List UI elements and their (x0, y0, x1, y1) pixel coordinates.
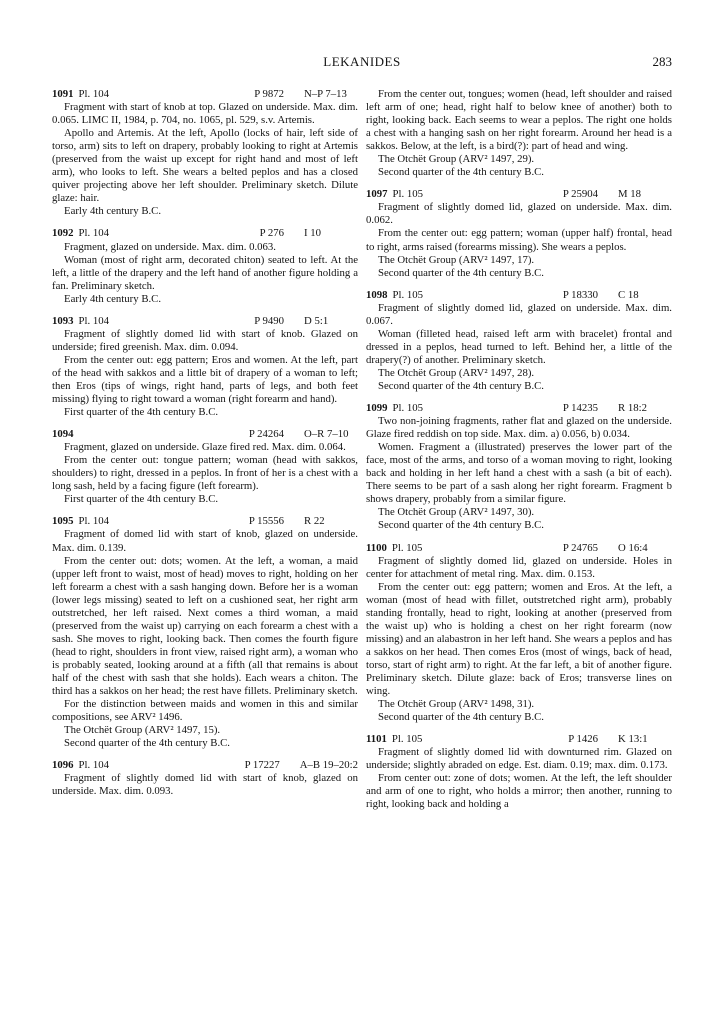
entry-attribution: The Otchët Group (ARV² 1497, 29). (378, 153, 535, 166)
inventory-number: P 18330 (562, 288, 598, 301)
entry-number: 1094 (52, 428, 74, 441)
grid-location: R 22 (304, 515, 325, 528)
entry-description: Fragment of domed lid with start of knob, glazed on underside. Max. dim. 0.139. (52, 528, 358, 554)
grid-location: C 18 (618, 288, 639, 301)
entry-description: From the center out: egg pattern; woman (upper half) frontal, head to right, arms raised (forearms missing). She wears a peplos. (366, 227, 672, 253)
entry-number: 1099 (366, 402, 388, 415)
entry-number: 1101 (366, 733, 387, 746)
inventory-number: P 24264 (248, 428, 284, 441)
entry-number: 1091 (52, 88, 74, 100)
entry-description: From the center out, tongues; women (head, left shoulder and raised left arm of one; head, right half to below knee of another) both to right, looking back. Each seems to wear a peplos. The right one holds a chest with a hanging sash on her right forearm. Around her head is a sakkos. Below, at the left, is a bird(?): part of head and wing. (366, 88, 672, 153)
entry-description: From center out: zone of dots; women. At the left, the left shoulder and arm of one to right, who holds a mirror; then another, running to right, looking back and holding a (366, 772, 672, 811)
grid-location: A–B 19–20:2 (299, 759, 358, 772)
entry-description: Fragment, glazed on underside. Max. dim. 0.063. (64, 240, 276, 253)
entry-description: From the center out: dots; women. At the left, a woman, a maid (upper left front to waist, most of head) moves to right, holding on her left forearm a chest with a sash hanging down. Before her is a woman (lower legs missing) seated to left on a cushioned seat, her right arm outstretched, her left raised. Next comes a third woman, a maid (preserved from the waist up) carrying on each forearm a chest with a sash. She moves to right, looking back. Then comes the fourth figure (head to right, shoulders in front view, raised right arm), a woman who is probably seated, looking around at a fifth (all that remains is about half of the chest with sash that she holds). Each wears a chiton. The third has a sakkos on her head; the rest have fillets. Preliminary sketch. (52, 554, 358, 698)
grid-location: O 16:4 (618, 541, 648, 554)
plate-ref: Pl. 104 (78, 759, 109, 772)
entry-description: Women. Fragment a (illustrated) preserves the lower part of the face, most of the arms, and torso of a woman moving to right, looking back and holding in her left hand a chest with a sash (a bit of each). There seems to be part of a sash along her right forearm. Fragment b shows drapery, probably from a similar figure. (366, 441, 672, 506)
inventory-number: P 1426 (568, 733, 598, 746)
plate-ref: Pl. 105 (392, 188, 423, 201)
inventory-number: P 15556 (248, 515, 284, 528)
entry-number: 1100 (366, 541, 387, 554)
entry-number: 1097 (366, 188, 388, 201)
entry-number: 1092 (52, 227, 74, 240)
inventory-number: P 9872 (254, 88, 284, 100)
entry-description: Woman (most of right arm, decorated chiton) seated to left. At the left, a little of the drapery and the left hand of another figure holding a fan. Preliminary sketch. (52, 253, 358, 292)
right-column (366, 88, 672, 811)
inventory-number: P 25904 (562, 188, 598, 201)
entry-heading-1092 (52, 227, 358, 240)
entry-attribution: The Otchët Group (ARV² 1497, 28). (378, 366, 535, 379)
inventory-number: P 17227 (244, 759, 280, 772)
grid-location: K 13:1 (618, 733, 648, 746)
page-number: 283 (652, 54, 672, 69)
page-title: LEKANIDES (323, 54, 401, 69)
entry-heading-1098 (366, 289, 672, 302)
entry-number: 1098 (366, 288, 388, 301)
entry-heading-1100 (366, 542, 672, 555)
entry-description: Fragment, glazed on underside. Glaze fired red. Max. dim. 0.064. (64, 441, 346, 454)
entry-heading-1096 (52, 759, 358, 772)
plate-ref: Pl. 105 (391, 733, 423, 746)
entry-attribution: The Otchët Group (ARV² 1498, 31). (378, 698, 535, 711)
entry-attribution: The Otchët Group (ARV² 1497, 15). (64, 724, 221, 737)
entry-date: Second quarter of the 4th century B.C. (378, 166, 544, 179)
entry-heading-1101 (366, 733, 672, 746)
grid-location: M 18 (618, 188, 641, 201)
entry-date: Second quarter of the 4th century B.C. (378, 711, 544, 724)
entry-description: Two non-joining fragments, rather flat and glazed on the underside. Glaze fired reddish on top side. Max. dim. a) 0.056, b) 0.034. (366, 415, 672, 441)
entry-attribution: The Otchët Group (ARV² 1497, 30). (378, 506, 535, 519)
entry-description: Fragment of slightly domed lid, glazed on underside. Max. dim. 0.062. (366, 201, 672, 227)
entry-number: 1096 (52, 759, 74, 772)
grid-location: N–P 7–13 (304, 88, 347, 100)
plate-ref: Pl. 105 (392, 402, 423, 415)
inventory-number: P 24765 (562, 541, 598, 554)
plate-ref: Pl. 105 (392, 288, 423, 301)
inventory-number: P 9490 (254, 314, 284, 327)
entry-date: Second quarter of the 4th century B.C. (378, 379, 544, 392)
inventory-number: P 276 (259, 227, 284, 240)
entry-description: From the center out: egg pattern; women and Eros. At the left, a woman (most of head with fillet, outstretched right arm), probably standing frontally, head to right, looking at another (preserved from the waist up) who is holding a chest on her right forearm (now missing) and an alabastron in her left hand. She wears a peplos and has a sakkos on her head. Then comes Eros (most of wings, back of head, torso, start of right arm) to right. At the far left, a bit of another figure. Preliminary sketch. Dilute glaze: back of Eros; transverse lines on wing. (366, 580, 672, 698)
entry-heading-1099 (366, 402, 672, 415)
entry-description: From the center out: egg pattern; Eros and women. At the left, part of the head with sakkos and a little bit of drapery of a woman to left; then Eros (tips of wings, right hand, parts of legs, and both feet missing) flying to right toward a woman (right forearm and hand). (52, 353, 358, 406)
entry-description: Fragment of slightly domed lid with downturned rim. Glazed on underside; slightly abraded on edge. Est. diam. 0.19; max. dim. 0.173. (366, 746, 672, 772)
entry-description: Apollo and Artemis. At the left, Apollo (locks of hair, left side of torso, arm) sits to left on drapery, probably looking to right at Artemis (preserved from the waist up except for right hand and most of left arm), who looks to left. She wears a belted peplos and has a closed quiver projecting above her left shoulder. Preliminary sketch. Dilute glaze: hair. (52, 127, 358, 205)
plate-ref: Pl. 104 (78, 314, 109, 327)
entry-description: Woman (filleted head, raised left arm with bracelet) frontal and dressed in a peplos, head turned to left. Behind her, a little of the drapery(?) of another. Preliminary sketch. (366, 327, 672, 366)
entry-heading-1094 (52, 428, 358, 441)
plate-ref: Pl. 104 (78, 515, 109, 528)
entry-date: Early 4th century B.C. (64, 205, 162, 218)
plate-ref: Pl. 105 (391, 541, 423, 554)
entry-description: From the center out: tongue pattern; woman (head with sakkos, shoulders) to right, dressed in a peplos. In front of her is a chest with a long sash, held by a facing figure (left forearm). (52, 454, 358, 493)
entry-description: Fragment of slightly domed lid with start of knob. Glazed on underside; fired greenish. Max. dim. 0.094. (52, 327, 358, 353)
grid-location: O–R 7–10 (304, 428, 349, 441)
entry-date: Second quarter of the 4th century B.C. (378, 266, 544, 279)
entry-number: 1095 (52, 515, 74, 528)
entry-heading-1095 (52, 515, 358, 528)
entry-date: Second quarter of the 4th century B.C. (64, 737, 230, 750)
entry-number: 1093 (52, 314, 74, 327)
grid-location: I 10 (304, 227, 322, 240)
entry-heading-1093 (52, 315, 358, 328)
running-header (52, 54, 672, 74)
entry-heading-1091 (52, 88, 358, 101)
entry-description: Fragment of slightly domed lid with start of knob, glazed on underside. Max. dim. 0.093. (52, 772, 358, 798)
entry-description: Fragment of slightly domed lid, glazed on underside. Holes in center for attachment of metal ring. Max. dim. 0.153. (366, 554, 672, 580)
grid-location: D 5:1 (304, 314, 329, 327)
entry-note: For the distinction between maids and women in this and similar compositions, see ARV² 1496. (52, 698, 358, 724)
inventory-number: P 14235 (562, 402, 598, 415)
grid-location: R 18:2 (618, 402, 647, 415)
entry-description: Fragment with start of knob at top. Glazed on underside. Max. dim. 0.065. LIMC II, 1984, p. 704, no. 1065, pl. 529, s.v. Artemis. (52, 101, 358, 127)
entry-date: Early 4th century B.C. (64, 292, 162, 305)
entry-date: Second quarter of the 4th century B.C. (378, 519, 544, 532)
entry-attribution: The Otchët Group (ARV² 1497, 17). (378, 253, 535, 266)
entry-date: First quarter of the 4th century B.C. (64, 406, 219, 419)
entry-description: Fragment of slightly domed lid, glazed on underside. Max. dim. 0.067. (366, 301, 672, 327)
plate-ref: Pl. 104 (78, 227, 109, 240)
left-column (52, 88, 358, 798)
entry-heading-1097 (366, 188, 672, 201)
plate-ref: Pl. 104 (78, 88, 109, 100)
entry-date: First quarter of the 4th century B.C. (64, 493, 219, 506)
